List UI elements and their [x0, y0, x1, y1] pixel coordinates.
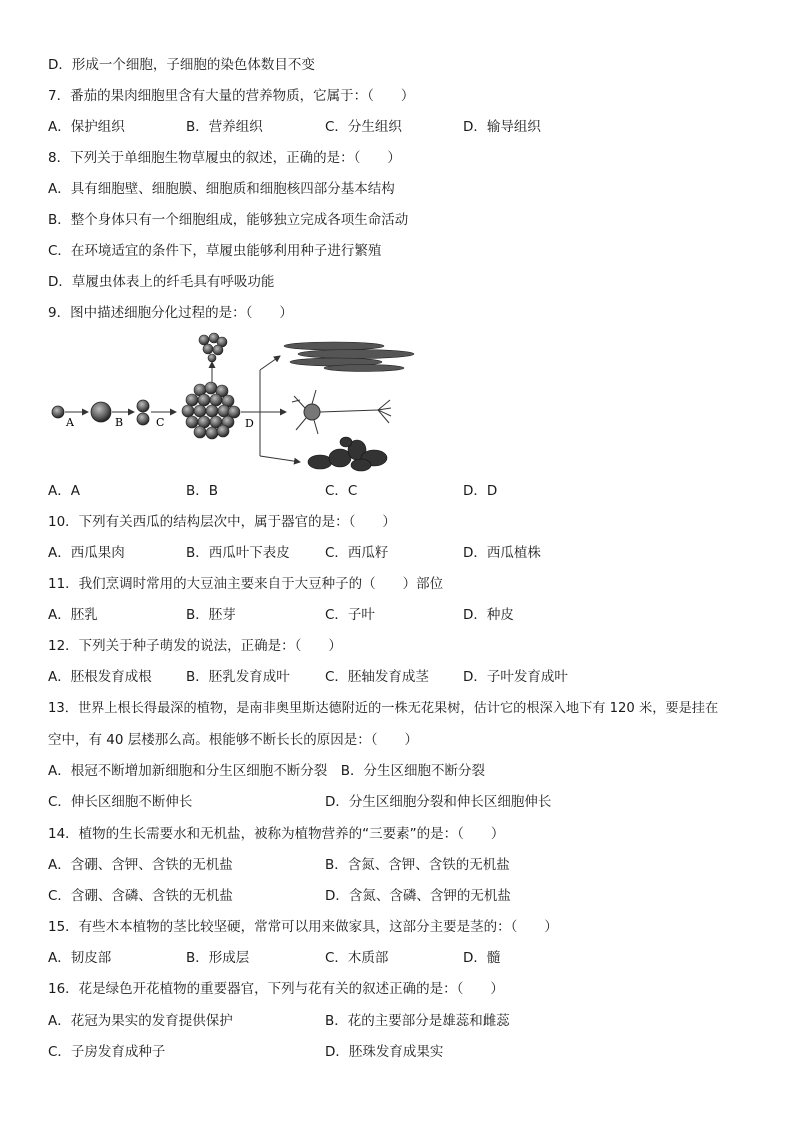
- q14-options-row-1: [48, 856, 768, 874]
- q16-option-a[interactable]: A．花冠为果实的发育提供保护: [48, 1013, 233, 1029]
- small-cluster: [199, 333, 227, 362]
- q10-option-b[interactable]: B．西瓜叶下表皮: [186, 545, 290, 561]
- cell-differentiation-figure: [44, 330, 416, 472]
- q8-option-d[interactable]: D．草履虫体表上的纤毛具有呼吸功能: [48, 274, 275, 290]
- q10-option-a[interactable]: A．西瓜果肉: [48, 545, 125, 561]
- label-a: A: [66, 416, 74, 429]
- q12-options: [48, 668, 768, 686]
- q8-option-b[interactable]: B．整个身体只有一个细胞组成，能够独立完成各项生命活动: [48, 212, 409, 228]
- q7-options: [48, 118, 768, 136]
- q10-option-c[interactable]: C．西瓜籽: [325, 545, 389, 561]
- q12-option-c[interactable]: C．胚轴发育成茎: [325, 669, 429, 685]
- q9-option-b[interactable]: B．B: [186, 483, 219, 499]
- growing-cell: [91, 402, 111, 422]
- q16-options-row-2: [48, 1043, 768, 1061]
- q7-option-a[interactable]: A．保护组织: [48, 119, 125, 135]
- question-8: 8．下列关于单细胞生物草履虫的叙述，正确的是：（ ）: [48, 150, 401, 166]
- q10-option-d[interactable]: D．西瓜植株: [463, 545, 541, 561]
- q12-option-a[interactable]: A．胚根发育成根: [48, 669, 152, 685]
- q16-option-d[interactable]: D．胚珠发育成果实: [325, 1044, 444, 1060]
- question-14: 14．植物的生长需要水和无机盐，被称为植物营养的“三要素”的是：（ ）: [48, 826, 505, 842]
- q9-options: [48, 482, 768, 500]
- question-7: 7．番茄的果肉细胞里含有大量的营养物质，它属于：（ ）: [48, 88, 415, 104]
- arrow-to-muscle: [260, 356, 280, 370]
- cell-cluster: [182, 382, 240, 439]
- divided-cell-top: [137, 400, 149, 412]
- question-15: 15．有些木本植物的茎比较坚硬，常常可以用来做家具，这部分主要是茎的：（ ）: [48, 919, 558, 935]
- q9-option-a[interactable]: A．A: [48, 483, 80, 499]
- q7-option-d[interactable]: D．输导组织: [463, 119, 541, 135]
- question-12: 12．下列关于种子萌发的说法，正确是：（ ）: [48, 638, 342, 654]
- q7-option-c[interactable]: C．分生组织: [325, 119, 402, 135]
- question-13-line-2: 空中，有 40 层楼那么高。根能够不断长长的原因是：（ ）: [48, 732, 419, 748]
- q9-option-c[interactable]: C．C: [325, 483, 358, 499]
- q11-option-d[interactable]: D．种皮: [463, 607, 514, 623]
- question-10: 10．下列有关西瓜的结构层次中，属于器官的是：（ ）: [48, 514, 396, 530]
- q13-options-row-1: [48, 762, 768, 780]
- q6-option-d: D．形成一个细胞，子细胞的染色体数目不变: [48, 57, 315, 73]
- question-16: 16．花是绿色开花植物的重要器官，下列与花有关的叙述正确的是：（ ）: [48, 981, 504, 997]
- q16-options-row-1: [48, 1012, 768, 1030]
- epithelial-tissue: [308, 437, 387, 471]
- q14-option-c[interactable]: C．含硼、含磷、含铁的无机盐: [48, 888, 233, 904]
- q11-option-c[interactable]: C．子叶: [325, 607, 375, 623]
- q16-option-c[interactable]: C．子房发育成种子: [48, 1044, 166, 1060]
- q14-option-b[interactable]: B．含氮、含钾、含铁的无机盐: [325, 857, 510, 873]
- muscle-cells: [284, 342, 414, 372]
- q13-option-c[interactable]: C．伸长区细胞不断伸长: [48, 794, 193, 810]
- q15-options: [48, 949, 768, 967]
- question-11: 11．我们烹调时常用的大豆油主要来自于大豆种子的（ ）部位: [48, 576, 444, 592]
- q14-option-a[interactable]: A．含硼、含钾、含铁的无机盐: [48, 857, 233, 873]
- q11-option-b[interactable]: B．胚芽: [186, 607, 236, 623]
- label-b: B: [115, 416, 124, 429]
- neuron: [292, 390, 391, 434]
- q15-option-d[interactable]: D．髓: [463, 950, 501, 966]
- arrow-to-tissue: [260, 456, 300, 462]
- q8-option-c[interactable]: C．在环境适宜的条件下，草履虫能够利用种子进行繁殖: [48, 243, 382, 259]
- divided-cell-bottom: [137, 413, 149, 425]
- q10-options: [48, 544, 768, 562]
- q13-option-a-b[interactable]: A．根冠不断增加新细胞和分生区细胞不断分裂 B．分生区细胞不断分裂: [48, 763, 485, 779]
- question-13-line-1: 13．世界上根长得最深的植物，是南非奥里斯达德附近的一株无花果树，估计它的根深入地下有 120 米，要是挂在: [48, 701, 719, 716]
- q15-option-a[interactable]: A．韧皮部: [48, 950, 112, 966]
- q13-options-row-2: [48, 793, 768, 811]
- q15-option-b[interactable]: B．形成层: [186, 950, 250, 966]
- q12-option-b[interactable]: B．胚乳发育成叶: [186, 669, 290, 685]
- label-c: C: [156, 416, 165, 429]
- q9-option-d[interactable]: D．D: [463, 483, 498, 499]
- q13-option-d[interactable]: D．分生区细胞分裂和伸长区细胞伸长: [325, 794, 552, 810]
- q14-options-row-2: [48, 887, 768, 905]
- q16-option-b[interactable]: B．花的主要部分是雄蕊和雌蕊: [325, 1013, 510, 1029]
- q14-option-d[interactable]: D．含氮、含磷、含钾的无机盐: [325, 888, 511, 904]
- question-9: 9．图中描述细胞分化过程的是：（ ）: [48, 305, 293, 321]
- single-cell: [52, 406, 64, 418]
- q11-options: [48, 606, 768, 624]
- q7-option-b[interactable]: B．营养组织: [186, 119, 263, 135]
- q8-option-a[interactable]: A．具有细胞壁、细胞膜、细胞质和细胞核四部分基本结构: [48, 181, 395, 197]
- q11-option-a[interactable]: A．胚乳: [48, 607, 98, 623]
- label-d: D: [245, 417, 254, 430]
- q12-option-d[interactable]: D．子叶发育成叶: [463, 669, 568, 685]
- q15-option-c[interactable]: C．木质部: [325, 950, 389, 966]
